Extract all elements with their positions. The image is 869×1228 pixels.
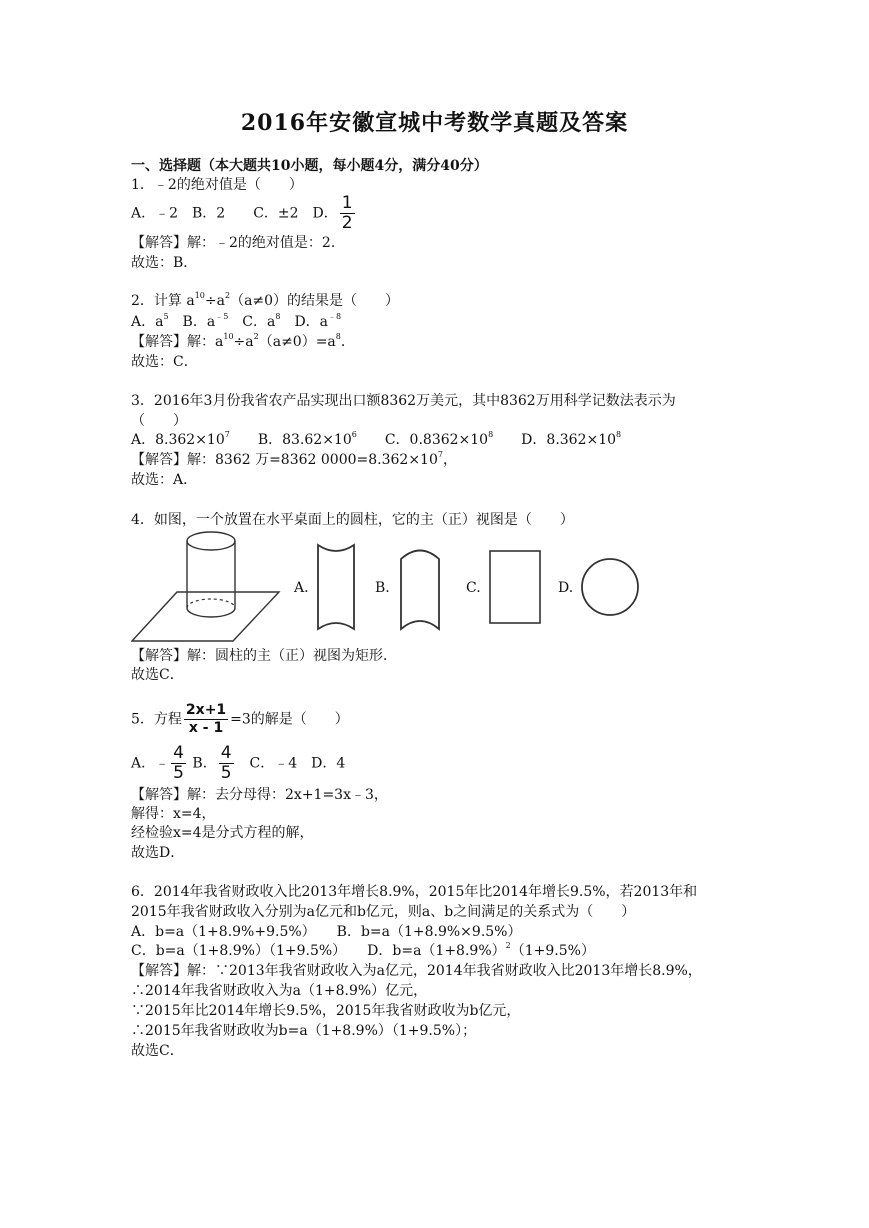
option-a-label: A. — [294, 580, 309, 596]
q5-frac-b — [219, 744, 234, 783]
q5-equation-fraction — [184, 702, 228, 737]
option-b-label: B. — [375, 580, 390, 596]
q5-frac-den: x - 1 — [188, 720, 224, 736]
q2-exp: 5 — [163, 312, 169, 321]
q1-frac-den: 2 — [341, 213, 353, 233]
q1-answer: 【解答】解：﹣2的绝对值是：2． — [131, 235, 345, 251]
q3-answer — [131, 451, 457, 469]
q3-ans-part: 【解答】解：8362 万=8362 0000=8.362×10 — [131, 452, 438, 468]
q6-exp: 2 — [505, 941, 511, 950]
q6-answer-line2: ∴2014年我省财政收入为a（1+8.9%）亿元， — [131, 983, 428, 999]
q5-frac-den: 5 — [173, 763, 184, 783]
q2-exp: ﹣5 — [215, 312, 229, 321]
q1-options-text: A．﹣2 B．2 C．±2 D． — [131, 205, 338, 222]
q2-ans-part: （a≠0）=a — [258, 334, 336, 350]
q2-opt: C．a — [228, 314, 276, 330]
page-title: 2016年安徽宣城中考数学真题及答案 — [240, 110, 629, 136]
q5-frac-den: 5 — [220, 763, 232, 783]
q2-ans-part: 【解答】解：a — [131, 334, 224, 350]
q6-answer-line3: ∵2015年比2014年增长9.5%，2015年我省财政收为b亿元， — [131, 1003, 521, 1019]
q5-stem-part: =3的解是（ ） — [230, 711, 349, 728]
q2-stem — [131, 292, 399, 310]
q2-stem-part: 2．计算 a — [131, 293, 195, 309]
q2-choice: 故选：C． — [131, 354, 198, 370]
q3-stem: 3．2016年3月份我省农产品实现出口额8362万美元，其中8362万用科学记数法表示为 — [131, 393, 676, 409]
q2-ans-part: ÷a — [233, 334, 254, 350]
q2-opt: B．a — [168, 314, 216, 330]
option-d-circle — [579, 556, 641, 618]
q3-opt: D．8.362×10 — [493, 432, 617, 448]
q2-options — [131, 313, 341, 331]
q5-choice: 故选D． — [131, 845, 185, 861]
q1-fraction — [340, 194, 355, 233]
q2-opt: D．a — [280, 314, 329, 330]
q2-stem-part: ÷a — [204, 293, 225, 309]
q6-options-ab: A．b=a（1+8.9%+9.5%） B．b=a（1+8.9%×9.5%） — [131, 924, 522, 940]
q2-answer — [131, 333, 355, 351]
q5-stem-part: 5．方程 — [131, 711, 182, 728]
q2-ans-part: ． — [340, 334, 355, 350]
q6-options-cd — [131, 942, 595, 960]
q1-frac-num: 1 — [341, 193, 353, 213]
q6-answer-line1: 【解答】解：∵2013年我省财政收入为a亿元，2014年我省财政收入比2013年增长8.9%， — [131, 963, 702, 979]
q5-opt: A．﹣ — [131, 755, 170, 772]
q5-answer: 【解答】解：去分母得：2x+1=3x﹣3， — [131, 787, 388, 803]
q5-check: 经检验x=4是分式方程的解， — [131, 825, 314, 841]
q6-opt: C．b=a（1+8.9%）（1+9.5%） D．b=a（1+8.9%） — [131, 943, 506, 959]
q5-frac-num: 4 — [220, 743, 232, 763]
q2-exp: 10 — [223, 332, 234, 341]
q4-answer: 【解答】解：圆柱的主（正）视图为矩形． — [131, 648, 397, 664]
q1-stem: 1．﹣2的绝对值是（ ） — [131, 177, 303, 193]
q3-paren: （ ） — [131, 413, 187, 429]
q6-stem-line1: 6．2014年我省财政收入比2013年增长8.9%，2015年比2014年增长9.5%，若2013年和 — [131, 884, 698, 900]
q3-opt: C．0.8362×10 — [356, 432, 489, 448]
option-a-concave-shape — [315, 542, 357, 632]
q4-choice: 故选C． — [131, 667, 184, 683]
q2-exp: 10 — [194, 291, 205, 300]
q3-exp: 8 — [488, 430, 494, 439]
q2-exp: 2 — [253, 332, 259, 341]
q2-exp: ﹣8 — [328, 312, 342, 321]
option-c-label: C. — [466, 580, 481, 596]
q3-opt: B．83.62×10 — [229, 432, 352, 448]
q3-exp: 6 — [351, 430, 357, 439]
q5-opt: C．﹣4 D．4 — [235, 755, 346, 772]
q5-opt: B． — [187, 755, 217, 772]
q2-exp: 8 — [335, 332, 341, 341]
q3-exp: 8 — [616, 430, 622, 439]
option-c-rectangle — [488, 549, 544, 625]
q6-stem-line2: 2015年我省财政收入分别为a亿元和b亿元，则a、b之间满足的关系式为（ ） — [131, 904, 636, 920]
q5-frac-a — [171, 744, 186, 783]
q5-options — [131, 744, 345, 783]
q6-answer-line4: ∴2015年我省财政收为b=a（1+8.9%）（1+9.5%）； — [131, 1023, 477, 1039]
q5-frac-num: 2x+1 — [185, 702, 227, 718]
q5-frac-num: 4 — [173, 743, 184, 763]
q6-choice: 故选C． — [131, 1043, 184, 1059]
q4-stem: 4．如图，一个放置在水平桌面上的圆柱，它的主（正）视图是（ ） — [131, 512, 574, 528]
q3-options — [131, 431, 621, 449]
cylinder-on-table-figure — [131, 530, 281, 644]
q5-step: 解得：x=4， — [131, 806, 216, 822]
q1-choice: 故选：B． — [131, 255, 198, 271]
q2-exp: 8 — [275, 312, 281, 321]
q3-choice: 故选：A． — [131, 472, 198, 488]
option-d-label: D. — [558, 580, 574, 596]
q6-opt: （1+9.5%） — [510, 943, 595, 959]
section-heading: 一、选择题（本大题共10小题，每小题4分，满分40分） — [131, 158, 488, 174]
q2-opt: A．a — [131, 314, 164, 330]
q2-stem-part: （a≠0）的结果是（ ） — [230, 293, 400, 309]
q3-ans-part: ， — [442, 452, 457, 468]
q3-exp: 7 — [224, 430, 230, 439]
q3-opt: A．8.362×10 — [131, 432, 225, 448]
option-b-arched-shape — [398, 542, 442, 632]
q1-options — [131, 194, 357, 233]
q2-exp: 2 — [224, 291, 231, 300]
q3-exp: 7 — [437, 450, 443, 459]
q5-stem — [131, 702, 349, 737]
